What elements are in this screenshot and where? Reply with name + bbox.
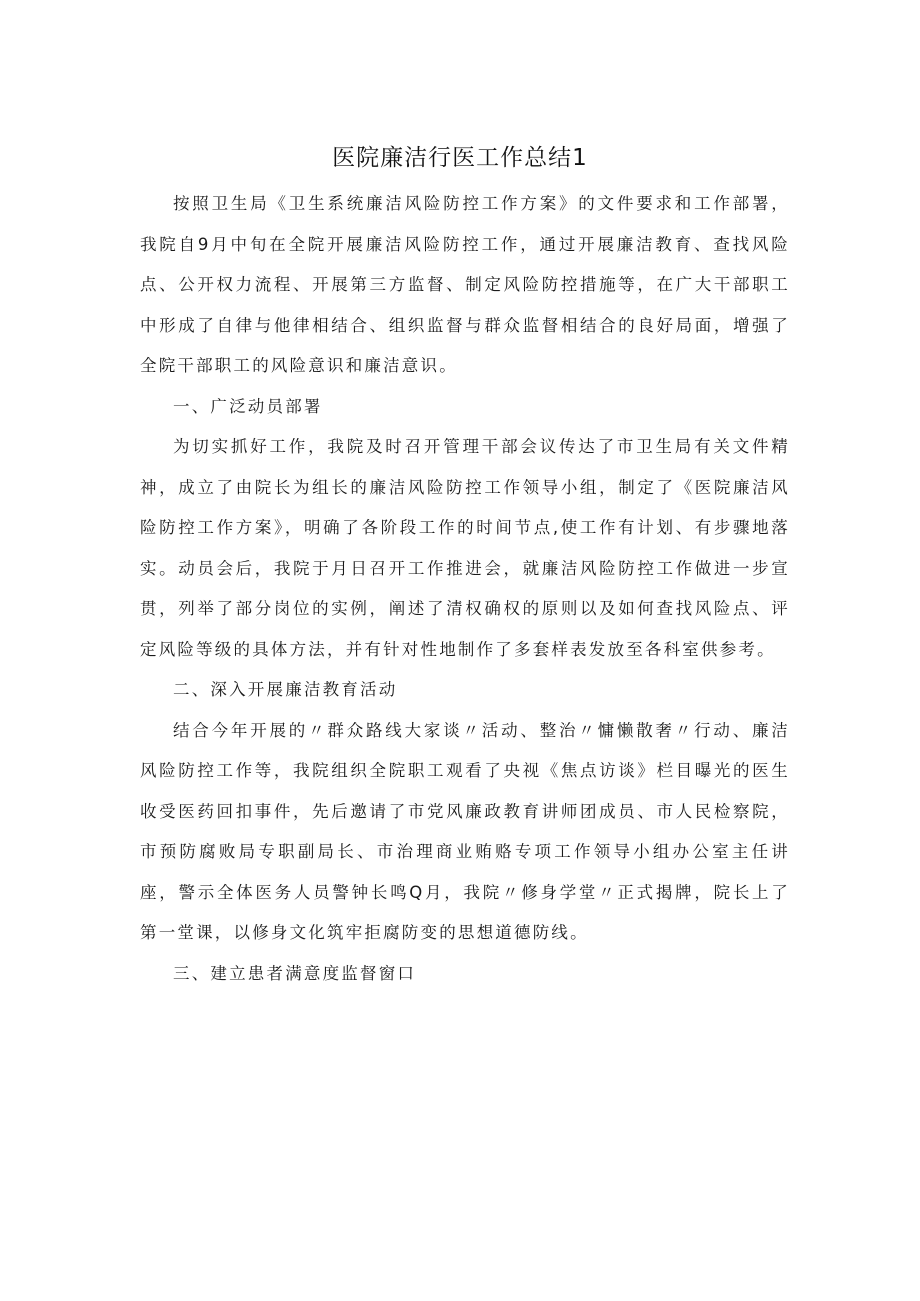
document-body xyxy=(140,184,790,994)
paragraph-intro: 按照卫生局《卫生系统廉洁风险防控工作方案》的文件要求和工作部署，我院自9月中旬在全院开展廉洁风险防控工作，通过开展廉洁教育、查找风险点、公开权力流程、开展第三方监督、制定风险防控措施等，在广大干部职工中形成了自律与他律相结合、组织监督与群众监督相结合的良好局面，增强了全院干部职工的风险意识和廉洁意识。 xyxy=(140,194,790,375)
section-heading-2: 二、深入开展廉洁教育活动 xyxy=(173,680,398,699)
section-heading-3: 三、建立患者满意度监督窗口 xyxy=(173,963,417,983)
section-heading-1: 一、广泛动员部署 xyxy=(173,396,323,416)
paragraph-section-1: 为切实抓好工作，我院及时召开管理干部会议传达了市卫生局有关文件精神，成立了由院长为组长的廉洁风险防控工作领导小组，制定了《医院廉洁风险防控工作方案》，明确了各阶段工作的时间节点,使工作有计划、有步骤地落实。动员会后，我院于月日召开工作推进会，就廉洁风险防控工作做进一步宣贯，列举了部分岗位的实例，阐述了清权确权的原则以及如何查找风险点、评定风险等级的具体方法，并有针对性地制作了多套样表发放至各科室供参考。 xyxy=(140,437,790,659)
document-title: 医院廉洁行医工作总结1 xyxy=(332,145,588,171)
paragraph-section-2: 结合今年开展的〃群众路线大家谈〃活动、整治〃慵懒散奢〃行动、廉洁风险防控工作等，我院组织全院职工观看了央视《焦点访谈》栏目曝光的医生收受医药回扣事件，先后邀请了市党风廉政教育讲师团成员、市人民检察院，市预防腐败局专职副局长、市治理商业贿赂专项工作领导小组办公室主任讲座，警示全体医务人员警钟长鸣Q月，我院〃修身学堂〃正式揭牌，院长上了第一堂课，以修身文化筑牢拒腐防变的思想道德防线。 xyxy=(140,720,790,942)
